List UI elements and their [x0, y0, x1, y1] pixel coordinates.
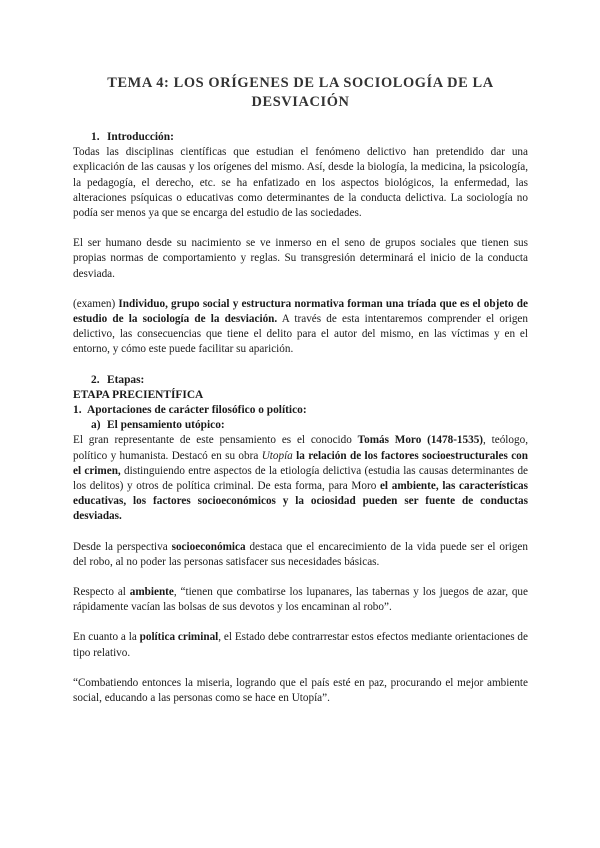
text-run: El gran representante de este pensamiento es el conocido	[73, 434, 358, 447]
emphasis-text: ambiente	[129, 586, 174, 599]
text-run: , “tienen que combatirse los lupanares, las tabernas y los juegos de azar, que rápidamente vacían las bolsas de sus devotos y los encaminan al robo”.	[73, 586, 528, 614]
section-number: 1.	[91, 131, 100, 143]
subsection-number: 1.	[73, 404, 82, 417]
page-title	[73, 74, 528, 112]
intro-paragraph-3	[73, 297, 528, 358]
text-run: En cuanto a la	[73, 631, 140, 644]
subsection-heading-text: Aportaciones de carácter filosófico o político:	[87, 404, 307, 417]
intro-paragraph-3-rest: A través de esta intentaremos comprender el origen delictivo, las consecuencias que tiene el delito para el autor del mismo, en las víctimas y en el entorno, y cómo este puede facilitar su aparición.	[73, 313, 528, 356]
author-name: Tomás Moro (1478-1535)	[357, 434, 484, 447]
subsection-heading	[73, 403, 528, 418]
intro-paragraph-2: El ser humano desde su nacimiento se ve inmerso en el seno de grupos sociales que tienen sus propias normas de comportamiento y reglas. Su transgresión determinará el inicio de la conducta desviada.	[73, 237, 528, 280]
text-run: Respecto al	[73, 586, 130, 599]
subsubsection-heading	[73, 418, 528, 433]
text-run: , teólogo, político y humanista. Destacó en su obra	[73, 434, 528, 462]
emphasis-text: política criminal	[139, 631, 219, 644]
emphasis-text: socioeconómica	[171, 540, 246, 553]
text-run: destaca que el encarecimiento de la vida puede ser el origen del robo, al no poder las personas satisfacer sus necesidades básicas.	[73, 540, 528, 568]
section-heading-text: Etapas:	[107, 373, 145, 386]
text-run: , el Estado debe contrarrestar estos efectos mediante orientaciones de tipo relativo.	[73, 631, 528, 659]
text-run: distinguiendo entre aspectos de la etiología delictiva (estudia las causas determinantes de los delitos) y otros de política criminal. De esta forma, para Moro	[73, 464, 529, 493]
utopia-paragraph-1	[73, 433, 528, 524]
subsubsection-letter: a)	[91, 419, 101, 432]
utopia-paragraph-2	[73, 540, 528, 570]
intro-paragraph-1: Todas las disciplinas científicas que estudian el fenómeno delictivo han pretendido dar una explicación de las causas y los orígenes del mismo. Así, desde la biología, la medicina, la psicología, la pedagogía, el derecho, etc. se ha enfatizado en los aspectos biológicos, la enfermedad, las alteraciones psíquicas o educativas como determinantes de la conducta delictiva. La sociología no podía ser menos ya que se encarga del estudio de las sociedades.	[73, 146, 528, 220]
stage-heading: ETAPA PRECIENTÍFICA	[73, 388, 204, 401]
emphasis-text: el ambiente, las características educativas, los factores socioeconómicos y la ociosidad pueden ser fuente de conductas desviadas.	[73, 480, 529, 523]
exam-tag: (examen)	[73, 297, 119, 310]
emphasis-triad: Individuo, grupo social y estructura normativa forman una tríada que es el objeto de estudio de la sociología de la desviación.	[73, 297, 528, 326]
section-heading-etapas	[73, 373, 528, 388]
utopia-paragraph-4	[73, 630, 528, 660]
section-heading-introduccion	[73, 130, 528, 145]
document-page	[73, 74, 528, 706]
utopia-quote: “Combatiendo entonces la miseria, logrando que el país esté en paz, procurando el mejor ambiente social, educando a las personas como se hace en Utopía”.	[73, 676, 528, 705]
section-number: 2.	[91, 373, 100, 386]
subsubsection-heading-text: El pensamiento utópico:	[107, 419, 225, 432]
section-heading-text: Introducción:	[107, 131, 174, 143]
emphasis-text: la relación de los factores socioestructurales con el crimen,	[73, 449, 528, 477]
utopia-paragraph-3	[73, 585, 528, 615]
title-line-2: DESVIACIÓN	[251, 94, 350, 110]
text-run: Desde la perspectiva	[73, 540, 172, 553]
book-title: Utopía	[261, 449, 293, 462]
title-line-1: TEMA 4: LOS ORÍGENES DE LA SOCIOLOGÍA DE LA	[107, 75, 494, 91]
